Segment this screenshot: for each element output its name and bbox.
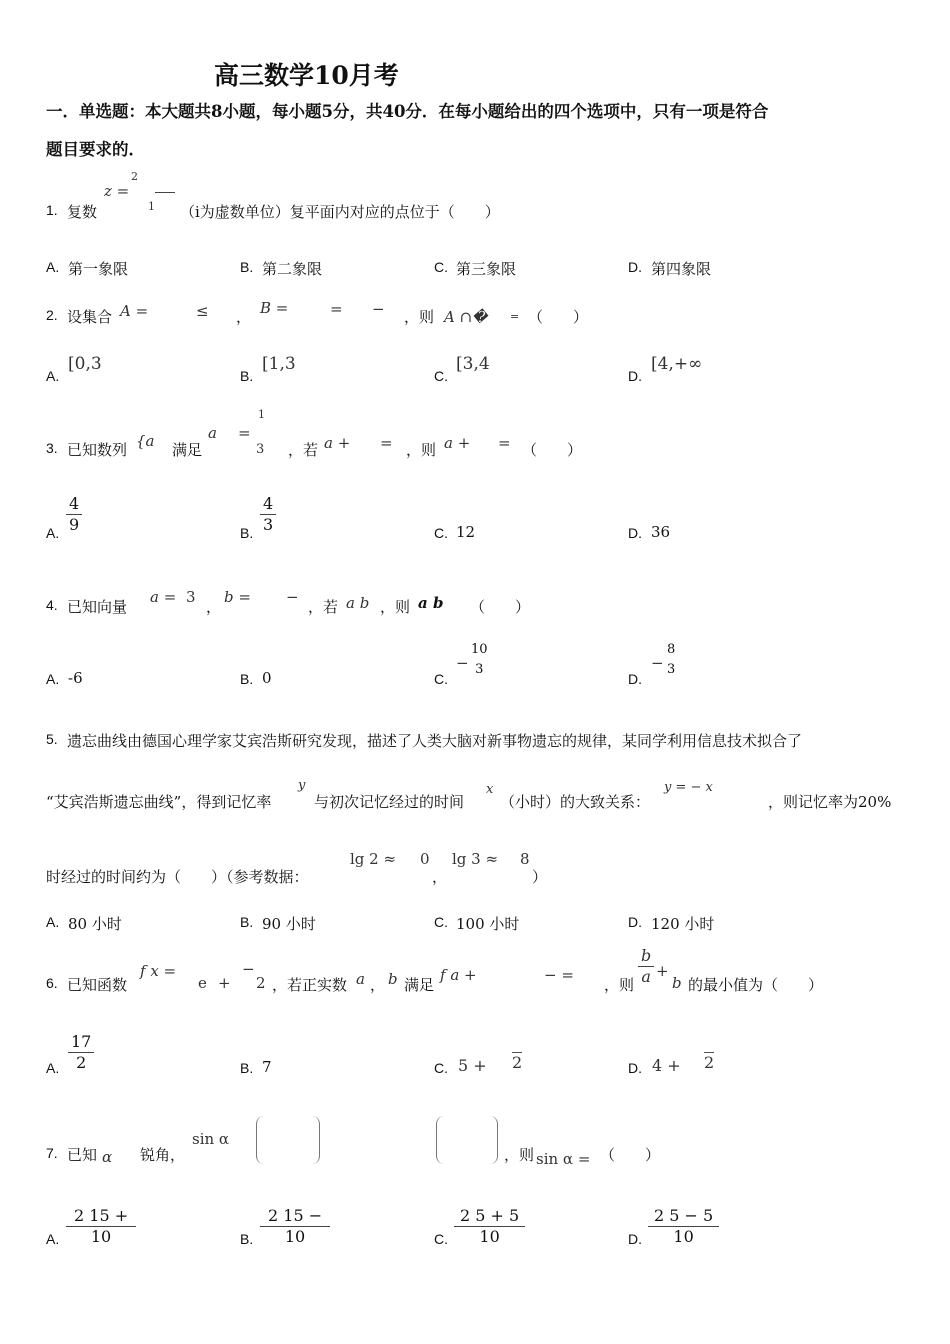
q3-option-a: $\frac{4}{9}$ xyxy=(66,494,82,535)
q5-number: 5. xyxy=(46,731,58,747)
q4-option-d-label: D. xyxy=(628,671,642,687)
section-heading-line1: 一．单选题：本大题共8小题，每小题5分，共40分．在每小题给出的四个选项中，只有一项是符合 xyxy=(46,102,769,121)
q3-math-eq: = xyxy=(238,424,251,442)
q2-option-b-label: B. xyxy=(240,368,254,384)
q3-option-b-label: B. xyxy=(240,525,254,541)
q5-option-c: 100 小时 xyxy=(456,915,520,933)
q4-option-a: -6 xyxy=(68,669,83,687)
q3-option-c-label: C. xyxy=(434,525,448,541)
q6-mid: ，若正实数 xyxy=(272,976,348,994)
q2-prefix: 设集合 xyxy=(67,308,113,326)
q2-option-d: [4,+∞ xyxy=(651,354,703,374)
q7-number: 7. xyxy=(46,1145,58,1161)
q7-option-b-label: B. xyxy=(240,1231,254,1247)
q2-comma: ， xyxy=(236,308,252,326)
q2-paren: （ ） xyxy=(528,308,589,326)
q6-math-plus: + xyxy=(218,974,231,992)
q6-math-minus: − xyxy=(242,960,255,978)
q6-then: ，则 xyxy=(604,976,635,994)
q2-option-b: [1,3 xyxy=(262,354,296,374)
q3-math-top: 1 xyxy=(258,408,265,421)
q2-math-eq: = xyxy=(330,300,343,318)
q7-option-c-label: C. xyxy=(434,1231,448,1247)
q6-math-b: b xyxy=(388,970,398,988)
q7-math-sin: sin α xyxy=(192,1130,230,1148)
q7-paren-group-1 xyxy=(256,1116,320,1164)
q2-option-d-label: D. xyxy=(628,368,642,384)
q7-option-c: $\frac{2 5 + 5}{10}$ xyxy=(454,1206,525,1247)
q4-math-a2: 3 xyxy=(186,588,196,606)
q2-math-equal: = xyxy=(510,310,520,323)
q3-option-c: 12 xyxy=(456,523,476,541)
q5-option-d-label: D. xyxy=(628,914,642,930)
q5-line2-mid2: （小时）的大致关系： xyxy=(500,793,651,811)
q5-math-lg2-value: 0 xyxy=(420,850,430,868)
q6-option-b-label: B. xyxy=(240,1060,254,1076)
q3-number: 3. xyxy=(46,440,58,456)
q5-math-lg2: lg 2 ≈ xyxy=(350,850,397,868)
q6-math-2: 2 xyxy=(256,974,266,992)
q5-option-d: 120 小时 xyxy=(651,915,715,933)
q6-option-c: 5 + xyxy=(458,1056,487,1075)
q6-mid2: 满足 xyxy=(404,976,435,994)
q1-option-d: 第四象限 xyxy=(651,260,712,278)
q3-math-seq: {a xyxy=(136,432,155,450)
q4-math-ab: a b xyxy=(418,594,444,612)
q1-option-a-label: A. xyxy=(46,259,60,275)
q5-option-c-label: C. xyxy=(434,914,448,930)
q6-option-d-label: D. xyxy=(628,1060,642,1076)
q5-math-y: y xyxy=(298,778,306,793)
q4-number: 4. xyxy=(46,597,58,613)
q5-math-relation: y = − x xyxy=(664,780,713,795)
q3-math-c4: = xyxy=(498,434,511,452)
q6-option-a-label: A. xyxy=(46,1060,60,1076)
q5-comma: ， xyxy=(432,868,448,886)
q6-math-a: a xyxy=(356,970,365,988)
q7-option-b: $\frac{2 15 -}{10}$ xyxy=(260,1206,330,1247)
q5-option-b: 90 小时 xyxy=(262,915,316,933)
q6-option-d-radicand: 2 xyxy=(704,1053,715,1072)
q5-line2-suffix: ，则记忆率为20% xyxy=(768,793,892,811)
q4-option-c-neg: − xyxy=(456,654,469,672)
q1-prefix: 复数 xyxy=(67,203,98,221)
q2-option-a-label: A. xyxy=(46,368,60,384)
q1-option-c: 第三象限 xyxy=(456,260,517,278)
q2-option-c-label: C. xyxy=(434,368,448,384)
q6-math-cond: f a + xyxy=(440,966,477,984)
q3-mid: 满足 xyxy=(172,441,203,459)
q1-math-numerator: 2 xyxy=(131,170,138,183)
q7-then: ，则 xyxy=(504,1146,535,1164)
q4-option-d: 8 3 xyxy=(667,642,676,677)
q3-math-bottom: 3 xyxy=(256,442,265,457)
q6-option-d: 4 + xyxy=(652,1056,681,1075)
q6-math-e: e xyxy=(198,974,207,992)
q1-option-c-label: C. xyxy=(434,259,448,275)
q6-math-fraction: $\frac{b}{a}$ xyxy=(638,946,654,987)
q3-math-rel: a xyxy=(208,424,217,442)
q4-math-b2: − xyxy=(286,588,299,606)
q4-option-b: 0 xyxy=(262,669,272,687)
q3-math-c1: a + xyxy=(324,434,351,452)
q4-option-c-label: C. xyxy=(434,671,448,687)
q3-paren: （ ） xyxy=(522,441,583,459)
q2-number: 2. xyxy=(46,307,58,323)
q1-option-a: 第一象限 xyxy=(68,260,129,278)
q7-option-d: $\frac{2 5 - 5}{10}$ xyxy=(648,1206,719,1247)
q6-number: 6. xyxy=(46,975,58,991)
q6-option-b: 7 xyxy=(262,1058,272,1076)
q3-then: ，则 xyxy=(406,441,437,459)
q6-math-plus2: + xyxy=(656,962,669,980)
q5-line3-suffix: ） xyxy=(532,868,548,886)
q5-math-lg3: lg 3 ≈ xyxy=(452,850,499,868)
q4-option-d-neg: − xyxy=(651,654,664,672)
q3-option-a-label: A. xyxy=(46,525,60,541)
q4-option-c: 10 3 xyxy=(471,642,488,677)
q7-paren-group-2 xyxy=(436,1116,498,1164)
q6-math-b2: b xyxy=(672,974,682,992)
q7-option-a: $\frac{2 15 +}{10}$ xyxy=(66,1206,136,1247)
q5-math-lg3-value: 8 xyxy=(520,850,530,868)
q2-option-c: [3,4 xyxy=(456,354,490,374)
q7-option-d-label: D. xyxy=(628,1231,642,1247)
q3-option-b: $\frac{4}{3}$ xyxy=(260,494,276,535)
q4-comma: ， xyxy=(206,598,222,616)
q5-option-a: 80 小时 xyxy=(68,915,122,933)
q1-option-d-label: D. xyxy=(628,259,642,275)
q2-option-a: [0,3 xyxy=(68,354,102,374)
q4-cond: ，若 xyxy=(308,598,339,616)
q2-math-a: A = xyxy=(120,302,149,320)
q7-paren: （ ） xyxy=(600,1146,661,1164)
q3-cond: ，若 xyxy=(288,441,319,459)
q7-mid: 锐角， xyxy=(140,1146,186,1164)
q7-math-sin2: sin α = xyxy=(536,1150,591,1168)
q7-option-a-label: A. xyxy=(46,1231,60,1247)
q6-comma: ， xyxy=(370,976,386,994)
q5-line2-mid: 与初次记忆经过的时间 xyxy=(314,793,465,811)
q1-fraction-bar xyxy=(155,192,175,193)
q4-math-c: a b xyxy=(346,594,370,612)
q1-option-b: 第二象限 xyxy=(262,260,323,278)
q5-line3-prefix: 时经过的时间约为（ ）（参考数据： xyxy=(46,868,309,886)
q6-math-f: f x = xyxy=(140,962,177,980)
q7-prefix: 已知 xyxy=(67,1146,98,1164)
q4-option-b-label: B. xyxy=(240,671,254,687)
q3-option-d: 36 xyxy=(651,523,671,541)
q3-prefix: 已知数列 xyxy=(67,441,128,459)
q1-number: 1. xyxy=(46,202,58,218)
q4-option-a-label: A. xyxy=(46,671,60,687)
q2-math-intersection: A ∩� xyxy=(444,308,488,326)
q6-math-cond2: − = xyxy=(544,966,574,984)
q2-math-b: B = xyxy=(260,299,289,317)
q3-option-d-label: D. xyxy=(628,525,642,541)
section-heading-line2: 题目要求的． xyxy=(46,140,145,159)
q2-math-leq: ≤ xyxy=(196,302,209,320)
q5-option-b-label: B. xyxy=(240,914,254,930)
q1-suffix: （i为虚数单位）复平面内对应的点位于（ ） xyxy=(180,203,500,221)
q4-math-a: a = xyxy=(150,588,177,606)
q1-math-z: z = xyxy=(104,182,130,200)
q5-line2-prefix: “艾宾浩斯遗忘曲线”，得到记忆率 xyxy=(46,793,272,811)
q4-paren: （ ） xyxy=(470,598,531,616)
q6-prefix: 已知函数 xyxy=(67,976,128,994)
q5-math-x: x xyxy=(486,782,494,797)
q3-math-c3: a + xyxy=(444,434,471,452)
q6-option-c-label: C. xyxy=(434,1060,448,1076)
q4-math-b: b = xyxy=(224,588,251,606)
q6-option-a: $\frac{17}{2}$ xyxy=(68,1032,94,1073)
q1-option-b-label: B. xyxy=(240,259,254,275)
q6-option-c-radicand: 2 xyxy=(512,1053,523,1072)
q4-prefix: 已知向量 xyxy=(67,598,128,616)
q4-then: ，则 xyxy=(380,598,411,616)
q6-suffix: 的最小值为（ ） xyxy=(688,976,824,994)
q5-line1: 遗忘曲线由德国心理学家艾宾浩斯研究发现，描述了人类大脑对新事物遗忘的规律，某同学利用信息技术拟合了 xyxy=(67,732,803,750)
q2-math-minus: − xyxy=(372,300,385,318)
page-title: 高三数学10月考 xyxy=(214,61,399,90)
q7-math-alpha: α xyxy=(102,1148,113,1166)
q3-math-c2: = xyxy=(380,434,393,452)
q2-then: ，则 xyxy=(404,308,435,326)
q1-math-denominator: 1 xyxy=(148,200,155,213)
q5-option-a-label: A. xyxy=(46,914,60,930)
